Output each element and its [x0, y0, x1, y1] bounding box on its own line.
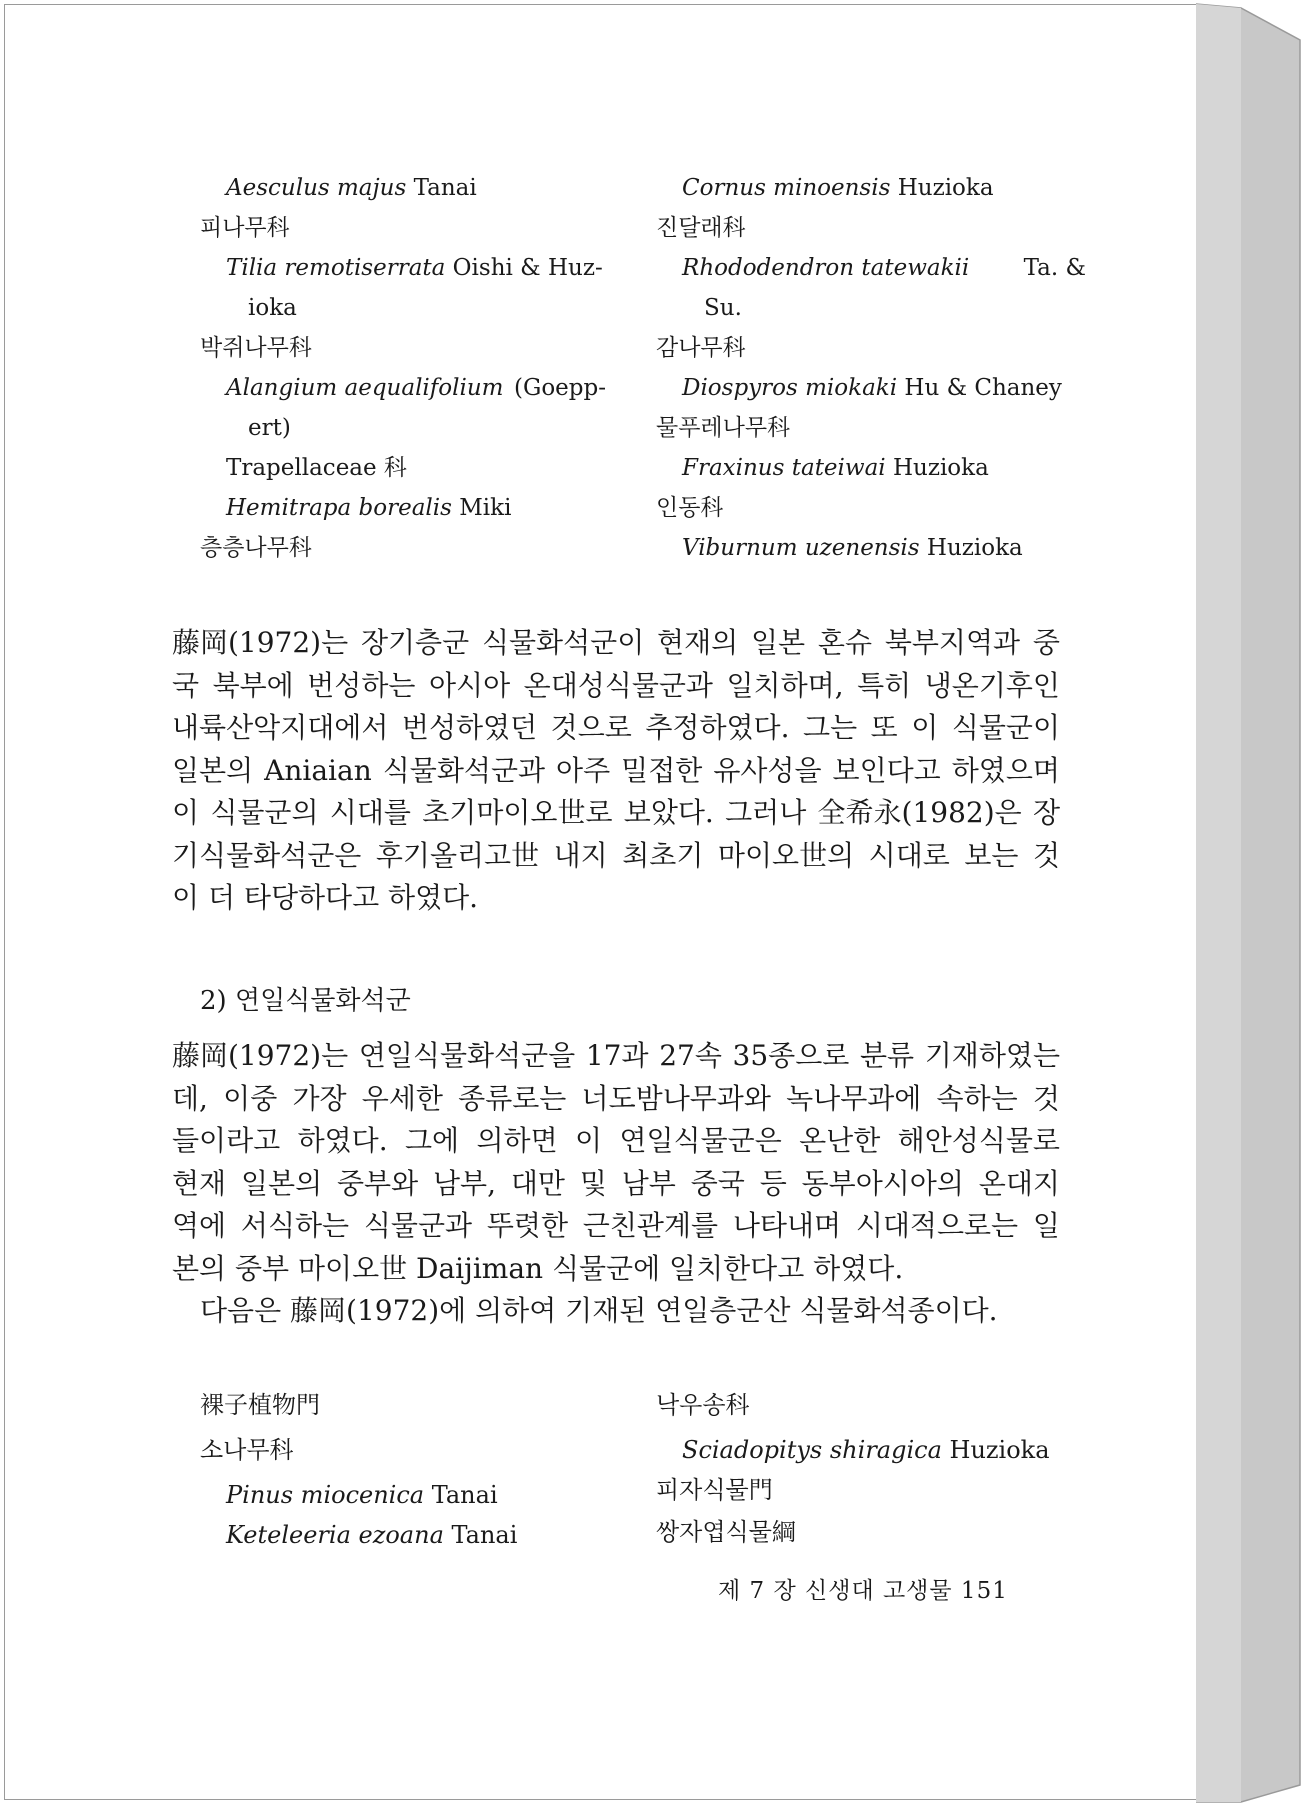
section-heading: 2) 연일식물화석군 — [200, 986, 411, 1016]
page-footer: 제 7 장 신생대 고생물 151 — [718, 1578, 1008, 1604]
text-line: 역에 서식하는 식물군과 뚜렷한 근친관계를 나타내며 시대적으로는 일 — [172, 1209, 1060, 1242]
family-label: 진달래科 — [656, 215, 746, 241]
list-item: Alangium aequalifolium (Goepp- — [226, 375, 606, 401]
list-item: Fraxinus tateiwai Huzioka — [682, 455, 989, 481]
division-label: 裸子植物門 — [200, 1391, 320, 1419]
text-line: 국 북부에 번성하는 아시아 온대성식물군과 일치하며, 특히 냉온기후인 — [172, 668, 1060, 702]
text-line: 藤岡(1972)는 장기층군 식물화석군이 현재의 일본 혼슈 북부지역과 중 — [172, 626, 1060, 659]
text-line: 이 식물군의 시대를 초기마이오世로 보았다. 그러나 全希永(1982)은 장 — [172, 796, 1060, 829]
species-list-bottom-right — [656, 1384, 1076, 1553]
family-label: 물푸레나무科 — [656, 415, 791, 441]
list-item: Pinus miocenica Tanai — [226, 1481, 498, 1509]
list-item: Keteleeria ezoana Tanai — [226, 1521, 518, 1549]
list-item: Sciadopitys shiragica Huzioka — [682, 1436, 1050, 1464]
list-item-cont: ioka — [248, 295, 297, 321]
list-item: Aesculus majus Tanai — [226, 175, 477, 201]
text-line: 내륙산악지대에서 번성하였던 것으로 추정하였다. 그는 또 이 식물군이 — [172, 711, 1060, 744]
family-label: 피나무科 — [200, 215, 290, 241]
family-label: 감나무科 — [656, 335, 746, 361]
list-item-cont: ert) — [248, 415, 291, 441]
list-item-cont: Su. — [704, 295, 742, 321]
text-line: 기식물화석군은 후기올리고世 내지 최초기 마이오世의 시대로 보는 것 — [172, 838, 1060, 872]
class-label: 쌍자엽식물綱 — [656, 1518, 796, 1546]
text-line: 데, 이중 가장 우세한 종류로는 너도밤나무과와 녹나무과에 속하는 것 — [172, 1081, 1060, 1115]
text-line: 현재 일본의 중부와 남부, 대만 및 남부 중국 등 동부아시아의 온대지 — [172, 1166, 1060, 1200]
family-label: 낙우송科 — [656, 1391, 750, 1419]
list-item: Viburnum uzenensis Huzioka — [682, 535, 1023, 561]
list-item: Cornus minoensis Huzioka — [682, 175, 994, 201]
paragraph-2 — [172, 1035, 1060, 1333]
text-line: 藤岡(1972)는 연일식물화석군을 17과 27속 35종으로 분류 기재하였는 — [172, 1039, 1060, 1072]
text-line: 다음은 藤岡(1972)에 의하여 기재된 연일층군산 식물화석종이다. — [200, 1294, 998, 1327]
species-list-top-right — [656, 168, 1086, 568]
list-item: Hemitrapa borealis Miki — [226, 495, 512, 521]
list-item: Diospyros miokaki Hu & Chaney — [682, 375, 1062, 401]
division-label: 피자식물門 — [656, 1476, 773, 1504]
species-list-bottom-left — [200, 1384, 620, 1554]
species-list-top-left — [200, 168, 610, 568]
paragraph-1 — [172, 622, 1060, 920]
page-edge — [1196, 0, 1303, 1806]
family-label: 인동科 — [656, 495, 724, 521]
family-label: 층층나무科 — [200, 535, 312, 561]
list-item: Rhododendron tatewakii Ta. & — [682, 255, 1086, 281]
family-label: Trapellaceae 科 — [226, 455, 407, 481]
list-item: Tilia remotiserrata Oishi & Huz- — [226, 255, 603, 281]
family-label: 소나무科 — [200, 1436, 294, 1464]
text-line: 본의 중부 마이오世 Daijiman 식물군에 일치한다고 하였다. — [172, 1251, 904, 1285]
text-line: 일본의 Aniaian 식물화석군과 아주 밀접한 유사성을 보인다고 하였으며 — [172, 753, 1060, 787]
text-line: 이 더 타당하다고 하였다. — [172, 881, 479, 914]
text-line: 들이라고 하였다. 그에 의하면 이 연일식물군은 온난한 해안성식물로 — [172, 1124, 1060, 1157]
family-label: 박쥐나무科 — [200, 335, 312, 361]
